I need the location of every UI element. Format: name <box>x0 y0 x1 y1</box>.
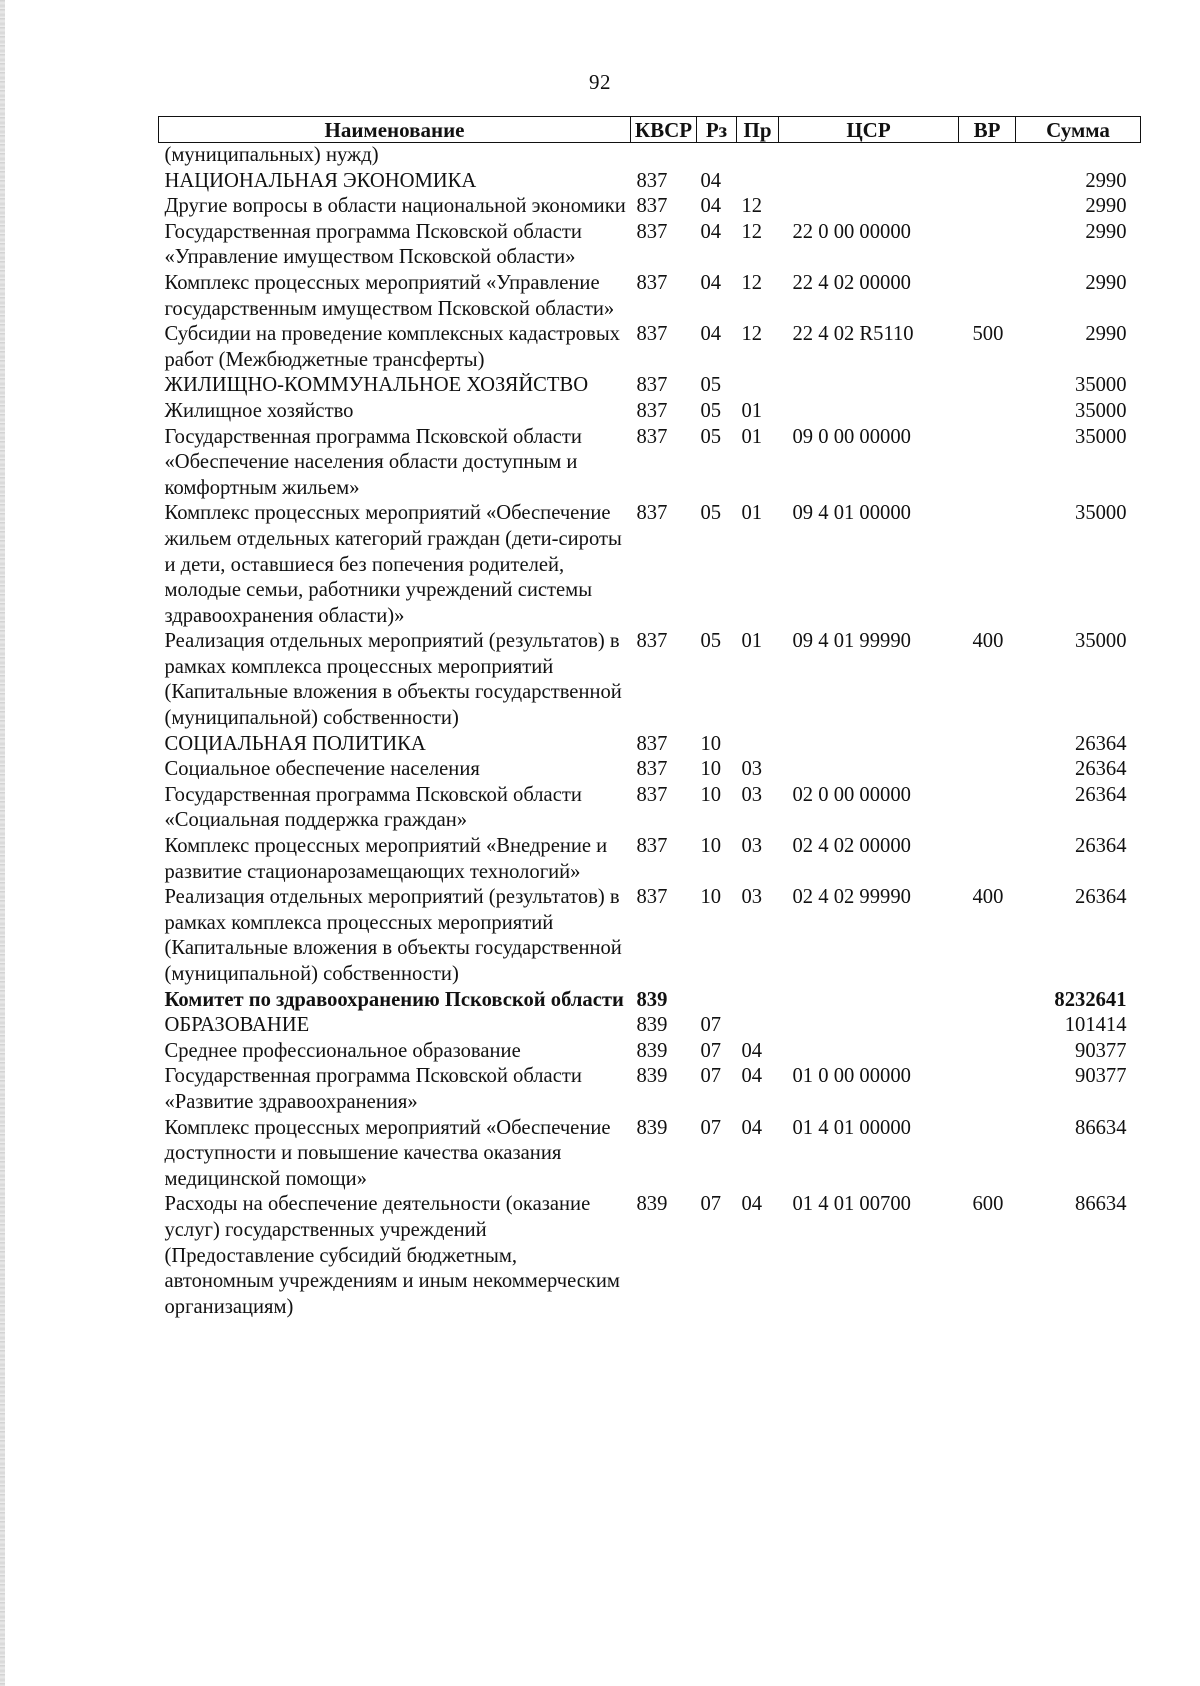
cell-vr <box>959 732 1016 758</box>
cell-sum: 35000 <box>1075 630 1127 653</box>
cell-name: Государственная программа Псковской области «Обеспечение населения области доступным и комфортным жильем» <box>164 425 582 499</box>
cell-vr <box>959 1116 1016 1193</box>
cell-pr <box>737 988 779 1014</box>
table-header-row <box>159 117 1141 143</box>
table-row <box>159 169 1141 195</box>
table-row <box>159 501 1141 629</box>
table-row <box>159 732 1141 758</box>
cell-vr: 500 <box>972 323 1004 346</box>
cell-csr <box>779 1013 959 1039</box>
cell-kvsr: 837 <box>636 323 668 346</box>
cell-sum: 86634 <box>1075 1116 1127 1139</box>
header-csr: ЦСР <box>779 117 959 143</box>
cell-sum: 2990 <box>1085 323 1127 346</box>
cell-sum: 2990 <box>1085 195 1127 218</box>
cell-kvsr: 839 <box>636 1116 668 1139</box>
cell-rz: 04 <box>700 220 722 243</box>
table-row <box>159 220 1141 271</box>
cell-sum: 26364 <box>1075 732 1127 755</box>
cell-csr: 02 4 02 99990 <box>792 886 911 909</box>
cell-vr <box>959 1039 1016 1065</box>
cell-rz: 10 <box>700 758 722 781</box>
cell-kvsr: 837 <box>636 758 668 781</box>
header-kvsr: КВСР <box>631 117 697 143</box>
cell-csr <box>779 1039 959 1065</box>
cell-name: Комплекс процессных мероприятий «Управление государственным имуществом Псковской области» <box>164 271 615 320</box>
table-row <box>159 1013 1141 1039</box>
header-rz: Рз <box>697 117 737 143</box>
cell-csr <box>779 373 959 399</box>
cell-csr: 22 4 02 00000 <box>792 271 911 294</box>
cell-vr <box>959 143 1016 169</box>
cell-sum: 2990 <box>1085 271 1127 294</box>
cell-pr <box>737 732 779 758</box>
cell-rz: 07 <box>700 1193 722 1216</box>
cell-pr: 12 <box>741 220 763 243</box>
cell-sum: 35000 <box>1075 374 1127 397</box>
cell-kvsr: 839 <box>636 988 668 1011</box>
cell-pr: 12 <box>741 195 763 218</box>
cell-pr: 04 <box>741 1039 763 1062</box>
cell-sum <box>1016 143 1141 169</box>
cell-sum: 90377 <box>1075 1039 1127 1062</box>
table-row <box>159 322 1141 373</box>
header-sum: Сумма <box>1016 117 1141 143</box>
cell-rz: 10 <box>700 835 722 858</box>
header-pr: Пр <box>737 117 779 143</box>
cell-sum: 90377 <box>1075 1065 1127 1088</box>
cell-rz: 07 <box>700 1039 722 1062</box>
cell-rz: 07 <box>700 1116 722 1139</box>
cell-rz: 10 <box>700 783 722 806</box>
table-row <box>159 783 1141 834</box>
cell-rz: 05 <box>700 374 722 397</box>
cell-vr <box>959 1013 1016 1039</box>
cell-name: Комплекс процессных мероприятий «Внедрение и развитие стационарозамещающих технологий» <box>164 835 608 883</box>
cell-pr: 01 <box>741 425 763 448</box>
cell-name: СОЦИАЛЬНАЯ ПОЛИТИКА <box>164 732 426 755</box>
cell-name: Социальное обеспечение населения <box>164 758 480 781</box>
cell-kvsr: 839 <box>636 1039 668 1062</box>
cell-kvsr: 837 <box>636 425 668 448</box>
cell-rz: 05 <box>700 425 722 448</box>
budget-table <box>158 116 1141 1320</box>
header-vr: ВР <box>959 117 1016 143</box>
cell-csr: 01 0 00 00000 <box>792 1065 911 1088</box>
cell-csr: 02 0 00 00000 <box>792 783 911 806</box>
cell-name: Реализация отдельных мероприятий (результатов) в рамках комплекса процессных мероприятий (Капитальные вложения в объекты государственной (муниципальной) собственности) <box>164 886 622 985</box>
cell-csr: 09 4 01 00000 <box>792 502 911 525</box>
cell-pr: 03 <box>741 758 763 781</box>
cell-vr <box>959 425 1016 502</box>
cell-vr <box>959 783 1016 834</box>
table-row <box>159 988 1141 1014</box>
cell-sum: 26364 <box>1075 835 1127 858</box>
cell-name: Комплекс процессных мероприятий «Обеспечение жильем отдельных категорий граждан (дети-сироты и дети, оставшиеся без попечения родителей, молодые семьи, работники учреждений системы здравоохранения области)» <box>164 502 622 627</box>
cell-vr <box>959 373 1016 399</box>
cell-sum: 2990 <box>1085 220 1127 243</box>
table-row <box>159 1116 1141 1193</box>
cell-kvsr: 837 <box>636 502 668 525</box>
cell-sum: 8232641 <box>1054 988 1127 1011</box>
cell-vr <box>959 501 1016 629</box>
cell-vr <box>959 169 1016 195</box>
cell-name: Среднее профессиональное образование <box>164 1039 521 1062</box>
cell-kvsr <box>631 143 697 169</box>
cell-pr: 12 <box>741 271 763 294</box>
cell-vr <box>959 834 1016 885</box>
cell-kvsr: 837 <box>636 399 668 422</box>
cell-name: Комитет по здравоохранению Псковской области <box>164 988 624 1011</box>
cell-rz <box>697 988 737 1014</box>
table-row <box>159 757 1141 783</box>
table-row <box>159 271 1141 322</box>
cell-pr: 01 <box>741 399 763 422</box>
cell-vr <box>959 757 1016 783</box>
cell-csr <box>779 143 959 169</box>
cell-pr <box>737 1013 779 1039</box>
table-row <box>159 373 1141 399</box>
cell-pr <box>737 169 779 195</box>
cell-name: ОБРАЗОВАНИЕ <box>164 1014 310 1037</box>
cell-name: ЖИЛИЩНО-КОММУНАЛЬНОЕ ХОЗЯЙСТВО <box>164 374 589 397</box>
cell-pr: 04 <box>741 1193 763 1216</box>
cell-kvsr: 839 <box>636 1193 668 1216</box>
cell-pr: 01 <box>741 630 763 653</box>
cell-vr <box>959 220 1016 271</box>
cell-rz: 05 <box>700 399 722 422</box>
cell-rz: 05 <box>700 630 722 653</box>
cell-vr <box>959 399 1016 425</box>
cell-pr: 01 <box>741 502 763 525</box>
table-row <box>159 425 1141 502</box>
cell-vr <box>959 988 1016 1014</box>
cell-vr: 400 <box>972 886 1004 909</box>
table-row <box>159 834 1141 885</box>
table-row <box>159 1192 1141 1320</box>
cell-pr: 03 <box>741 886 763 909</box>
page-number: 92 <box>589 70 611 94</box>
cell-pr: 04 <box>741 1065 763 1088</box>
cell-rz: 07 <box>700 1065 722 1088</box>
cell-csr <box>779 757 959 783</box>
cell-pr: 12 <box>741 323 763 346</box>
cell-vr <box>959 194 1016 220</box>
cell-rz: 10 <box>700 732 722 755</box>
cell-vr: 400 <box>972 630 1004 653</box>
cell-vr <box>959 1064 1016 1115</box>
cell-sum: 26364 <box>1075 783 1127 806</box>
cell-pr <box>737 143 779 169</box>
cell-sum: 35000 <box>1075 399 1127 422</box>
cell-kvsr: 837 <box>636 374 668 397</box>
table-row <box>159 1064 1141 1115</box>
cell-name: Реализация отдельных мероприятий (результатов) в рамках комплекса процессных мероприятий (Капитальные вложения в объекты государственной (муниципальной) собственности) <box>164 630 622 730</box>
cell-name: Государственная программа Псковской области «Социальная поддержка граждан» <box>164 783 582 832</box>
cell-pr: 04 <box>741 1116 763 1139</box>
cell-kvsr: 837 <box>636 169 668 192</box>
cell-csr: 09 0 00 00000 <box>792 425 911 448</box>
cell-rz: 04 <box>700 271 722 294</box>
cell-name: Жилищное хозяйство <box>164 399 354 422</box>
cell-rz: 04 <box>700 323 722 346</box>
cell-kvsr: 839 <box>636 1014 668 1037</box>
scan-edge <box>0 0 5 1686</box>
cell-kvsr: 837 <box>636 195 668 218</box>
cell-sum: 101414 <box>1064 1014 1127 1037</box>
cell-kvsr: 837 <box>636 835 668 858</box>
cell-vr <box>959 271 1016 322</box>
cell-kvsr: 837 <box>636 630 668 653</box>
cell-kvsr: 837 <box>636 732 668 755</box>
cell-csr: 01 4 01 00000 <box>792 1116 911 1139</box>
cell-csr: 22 0 00 00000 <box>792 220 911 243</box>
cell-sum: 86634 <box>1075 1193 1127 1216</box>
cell-csr: 22 4 02 R5110 <box>792 323 914 346</box>
cell-rz: 04 <box>700 169 722 192</box>
cell-csr: 02 4 02 00000 <box>792 835 911 858</box>
cell-name: Государственная программа Псковской области «Управление имуществом Псковской области» <box>164 220 582 269</box>
cell-rz: 05 <box>700 502 722 525</box>
cell-sum: 2990 <box>1085 169 1127 192</box>
cell-kvsr: 837 <box>636 886 668 909</box>
cell-sum: 26364 <box>1075 886 1127 909</box>
table-row <box>159 143 1141 169</box>
table-body <box>159 143 1141 1321</box>
cell-name: НАЦИОНАЛЬНАЯ ЭКОНОМИКА <box>164 169 477 192</box>
cell-csr <box>779 988 959 1014</box>
cell-kvsr: 837 <box>636 220 668 243</box>
cell-pr: 03 <box>741 783 763 806</box>
cell-rz: 07 <box>700 1014 722 1037</box>
cell-sum: 35000 <box>1075 502 1127 525</box>
cell-rz: 04 <box>700 195 722 218</box>
header-name: Наименование <box>159 117 631 143</box>
cell-csr: 09 4 01 99990 <box>792 630 911 653</box>
table-row <box>159 194 1141 220</box>
table-row <box>159 885 1141 987</box>
cell-kvsr: 837 <box>636 783 668 806</box>
cell-csr <box>779 194 959 220</box>
cell-name: Комплекс процессных мероприятий «Обеспечение доступности и повышение качества оказания медицинской помощи» <box>164 1116 611 1190</box>
cell-name: Расходы на обеспечение деятельности (оказание услуг) государственных учреждений (Предоставление субсидий бюджетным, автономным учреждениям и иным некоммерческим организациям) <box>164 1193 620 1318</box>
cell-csr <box>779 732 959 758</box>
cell-pr <box>737 373 779 399</box>
cell-pr: 03 <box>741 835 763 858</box>
cell-name: Другие вопросы в области национальной экономики <box>164 195 626 218</box>
cell-vr: 600 <box>972 1193 1004 1216</box>
cell-csr <box>779 399 959 425</box>
cell-csr <box>779 169 959 195</box>
cell-name: (муниципальных) нужд) <box>164 144 379 166</box>
cell-kvsr: 839 <box>636 1065 668 1088</box>
table-row <box>159 629 1141 731</box>
cell-sum: 26364 <box>1075 758 1127 781</box>
table-row <box>159 1039 1141 1065</box>
cell-rz <box>697 143 737 169</box>
cell-csr: 01 4 01 00700 <box>792 1193 911 1216</box>
cell-name: Субсидии на проведение комплексных кадастровых работ (Межбюджетные трансферты) <box>164 323 620 371</box>
cell-rz: 10 <box>700 886 722 909</box>
cell-kvsr: 837 <box>636 271 668 294</box>
cell-sum: 35000 <box>1075 425 1127 448</box>
cell-name: Государственная программа Псковской области «Развитие здравоохранения» <box>164 1065 582 1113</box>
table-row <box>159 399 1141 425</box>
